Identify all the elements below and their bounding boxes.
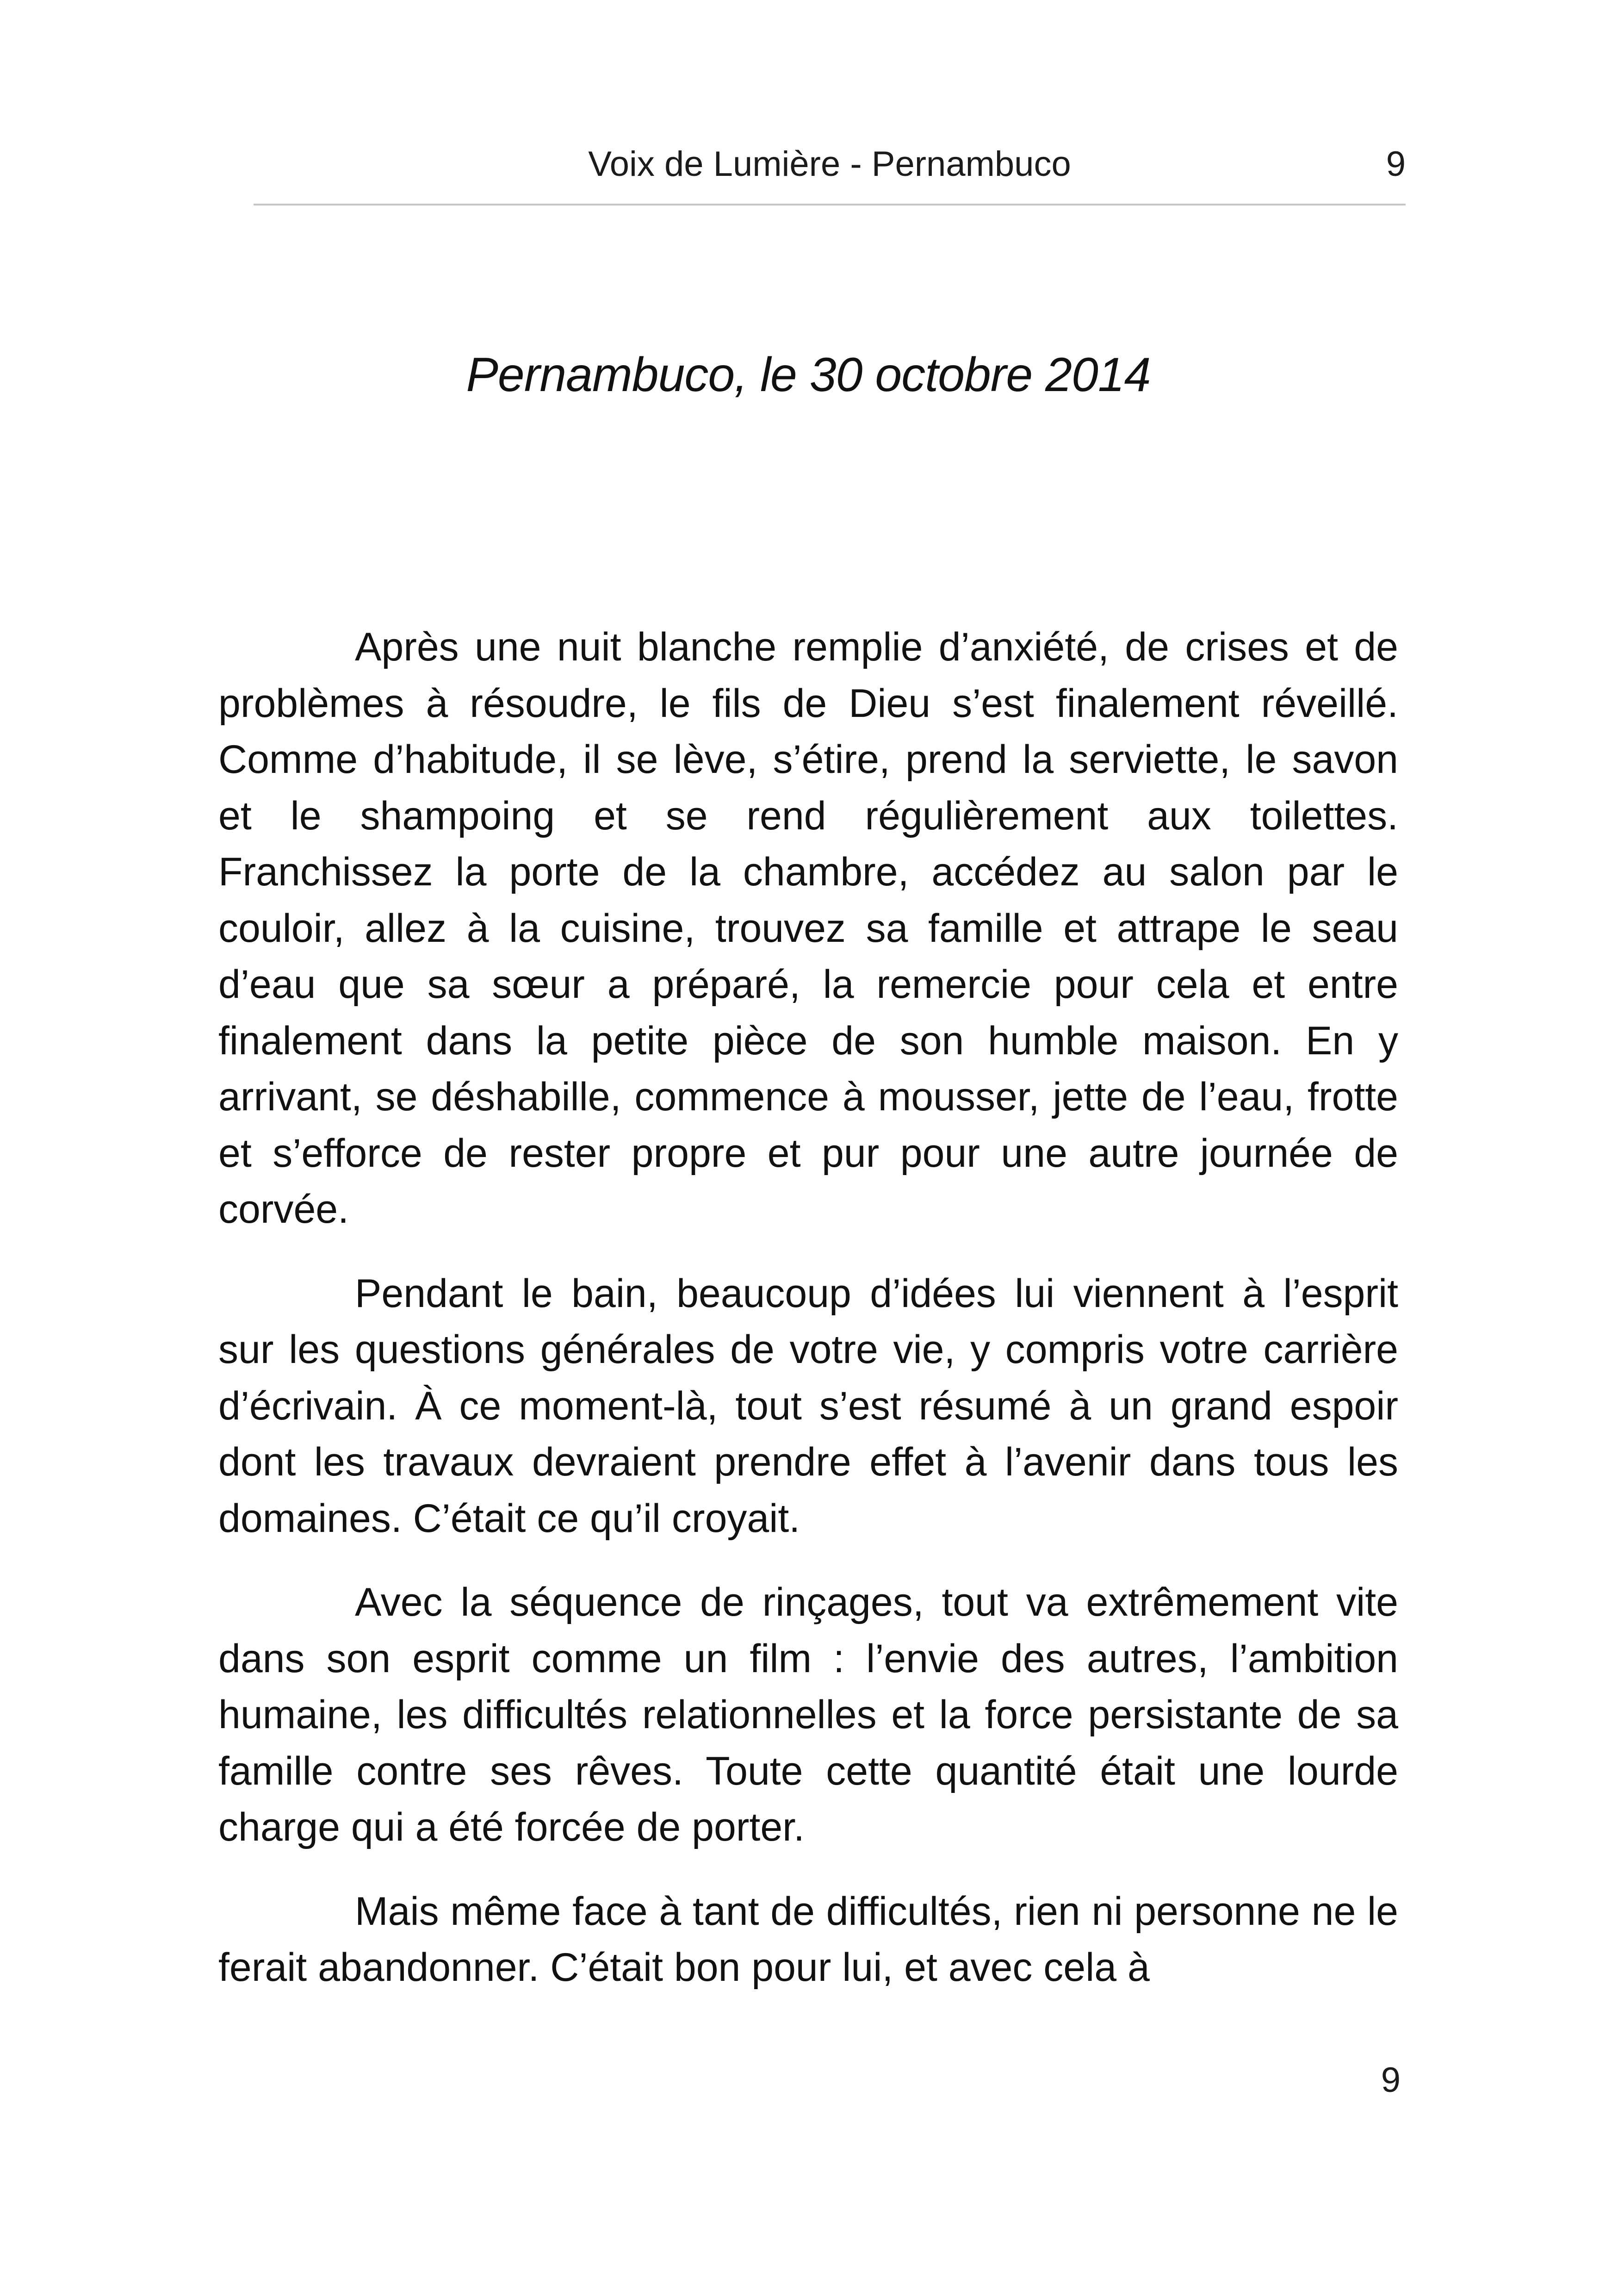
paragraph: Pendant le bain, beaucoup d’idées lui viennent à l’esprit sur les questions générales de votre vie, y compris votre carrière d’écrivain. À ce moment-là, tout s’est résumé à un grand espoir dont les travaux devraient prendre effet à l’avenir dans tous les domaines. C’était ce qu’il croyait. <box>218 1271 1398 1541</box>
chapter-title: Pernambuco, le 30 octobre 2014 <box>466 348 1151 402</box>
body-text <box>218 619 1398 1996</box>
running-header <box>254 134 1406 205</box>
header-page-number: 9 <box>1386 144 1406 184</box>
paragraph: Après une nuit blanche remplie d’anxiété, de crises et de problèmes à résoudre, le fils de Dieu s’est finalement réveillé. Comme d’habitude, il se lève, s’étire, prend la serviette, le savon et le shampoing et se rend régulièrement aux toilettes. Franchissez la porte de la chambre, accédez au salon par le couloir, allez à la cuisine, trouvez sa famille et attrape le seau d’eau que sa sœur a préparé, la remercie pour cela et entre finalement dans la petite pièce de son humble maison. En y arrivant, se déshabille, commence à mousser, jette de l’eau, frotte et s’efforce de rester propre et pur pour une autre journée de corvée. <box>218 625 1398 1232</box>
running-title: Voix de Lumière - Pernambuco <box>588 144 1071 184</box>
paragraph: Avec la séquence de rinçages, tout va extrêmement vite dans son esprit comme un film : l’envie des autres, l’ambition humaine, les difficultés relationnelles et la force persistante de sa famille contre ses rêves. Toute cette quantité était une lourde charge qui a été forcée de porter. <box>218 1580 1398 1849</box>
paragraph: Mais même face à tant de difficultés, rien ni personne ne le ferait abandonner. C’était bon pour lui, et avec cela à <box>218 1889 1398 1990</box>
footer-page-number: 9 <box>1381 2060 1401 2100</box>
